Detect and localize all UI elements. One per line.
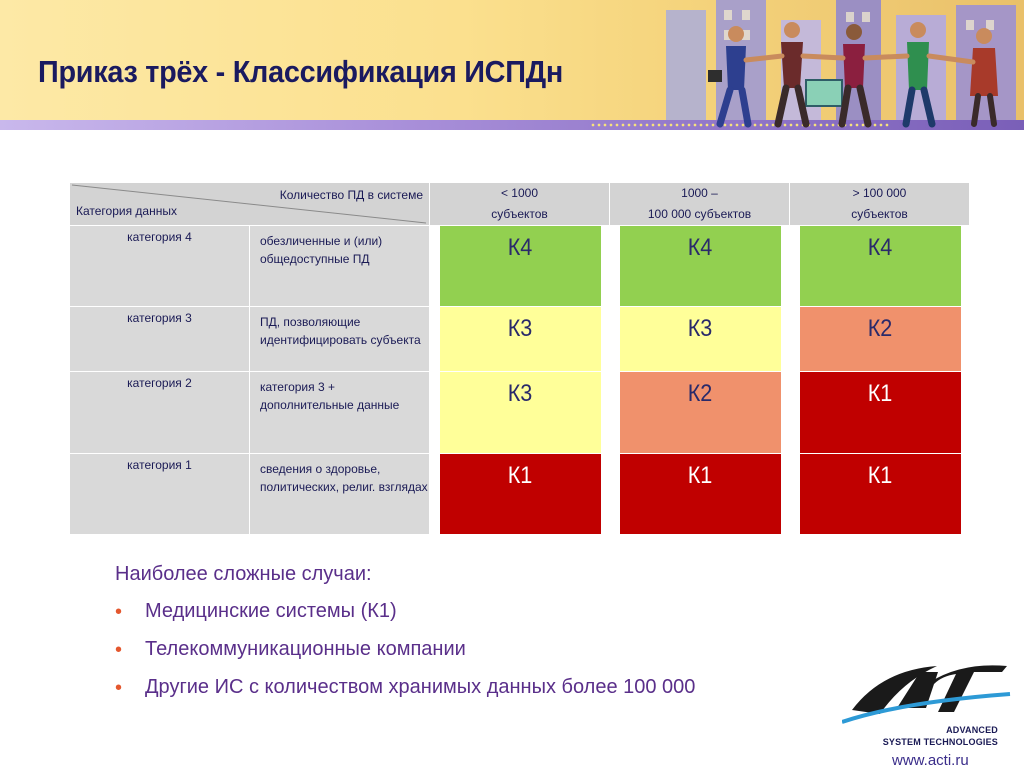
notes-intro: Наиболее сложные случаи: xyxy=(115,563,372,585)
class-cell: К3 xyxy=(439,372,601,454)
table-header-row xyxy=(70,183,970,226)
class-cell: К1 xyxy=(439,454,601,535)
class-cell: К1 xyxy=(799,372,961,454)
class-cell: К3 xyxy=(439,307,601,372)
class-cell: К4 xyxy=(439,226,601,307)
slide-title: Приказ трёх - Классификация ИСПДн xyxy=(38,54,564,89)
class-cell: К4 xyxy=(799,226,961,307)
column-header-medium xyxy=(610,183,790,226)
category-description: категория 3 + дополнительные данные xyxy=(250,372,430,454)
class-cell: К4 xyxy=(619,226,781,307)
logo-text-system-technologies: SYSTEM TECHNOLOGIES xyxy=(882,737,998,747)
class-cell: К3 xyxy=(619,307,781,372)
bullet-icon: • xyxy=(115,601,123,623)
table-row-category-4 xyxy=(70,226,970,307)
column-header-line: 1000 – xyxy=(681,186,718,200)
category-description: сведения о здоровье, политических, религ. взглядах xyxy=(250,454,430,535)
category-description: обезличенные и (или) общедоступные ПД xyxy=(250,226,430,307)
category-description: ПД, позволяющие идентифицировать субъекта xyxy=(250,307,430,372)
class-cell: К2 xyxy=(619,372,781,454)
category-name: категория 4 xyxy=(70,226,250,307)
column-header-large xyxy=(790,183,970,226)
category-name: категория 1 xyxy=(70,454,250,535)
company-url[interactable]: www.acti.ru xyxy=(892,752,969,769)
act-logo-icon xyxy=(842,652,1012,727)
column-header-line: субъектов xyxy=(491,207,548,221)
list-item: • Медицинские системы (К1) xyxy=(115,600,397,623)
column-header-line: < 1000 xyxy=(500,186,539,200)
column-header-line: субъектов xyxy=(851,207,908,221)
act-logo xyxy=(842,652,1012,752)
column-header-line: > 100 000 xyxy=(852,186,907,200)
corner-label-quantity: Количество ПД в системе xyxy=(279,188,423,202)
class-cell: К1 xyxy=(619,454,781,535)
classification-table xyxy=(69,182,970,535)
class-cell: К1 xyxy=(799,454,961,535)
business-people-illustration xyxy=(596,0,1024,130)
bullet-icon: • xyxy=(115,677,123,699)
table-row-category-2 xyxy=(70,372,970,454)
list-item: • Другие ИС с количеством хранимых данных более 100 000 xyxy=(115,676,696,699)
notes-list xyxy=(115,600,815,699)
category-name: категория 3 xyxy=(70,307,250,372)
bullet-icon: • xyxy=(115,639,123,661)
column-header-small xyxy=(430,183,610,226)
table-corner-header xyxy=(70,183,430,226)
list-item: • Телекоммуникационные компании xyxy=(115,638,466,661)
category-name: категория 2 xyxy=(70,372,250,454)
table-row-category-1 xyxy=(70,454,970,535)
table-row-category-3 xyxy=(70,307,970,372)
logo-text-advanced: ADVANCED xyxy=(946,725,998,735)
column-header-line: 100 000 субъектов xyxy=(647,207,752,221)
corner-label-category: Категория данных xyxy=(76,204,177,218)
notes-section xyxy=(115,563,815,714)
class-cell: К2 xyxy=(799,307,961,372)
